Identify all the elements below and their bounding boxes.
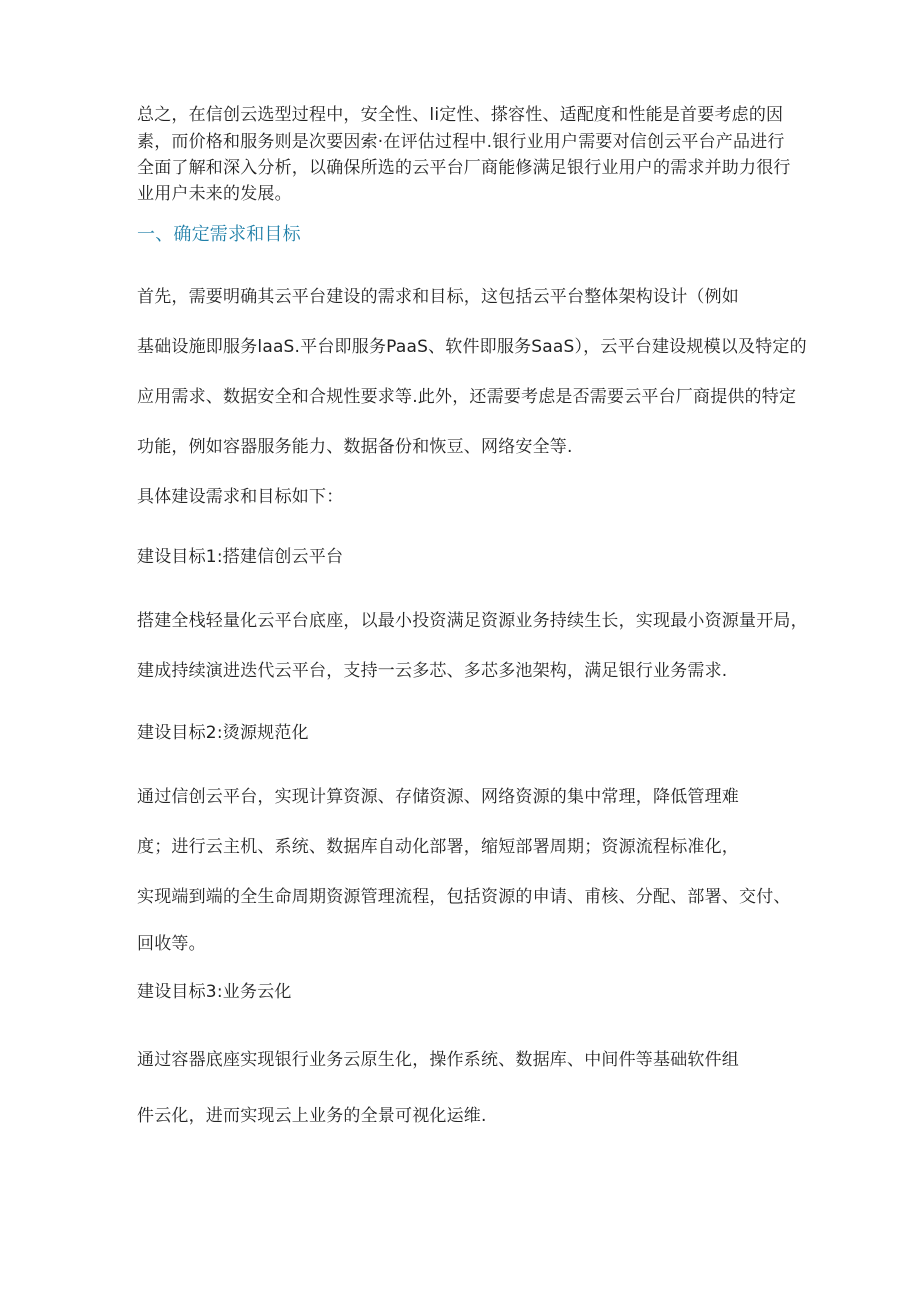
requirements-line-2: 基础设施即服务laaS.平台即服务PaaS、软件即服务SaaS），云平台建设规模以及特定的 — [137, 337, 807, 357]
requirements-line-4: 功能，例如容器服务能力、数据备份和恢豆、网络安全等. — [137, 437, 573, 457]
goal2-line-4: 回收等。 — [137, 934, 206, 954]
goal3-title: 建设目标3:业务云化 — [137, 982, 292, 1002]
goal1-title: 建设目标1:搭建信创云平台 — [137, 547, 344, 567]
section-heading: 一、确定需求和目标 — [137, 224, 301, 245]
intro-line-3: 全面了解和深入分析，以确保所选的云平台厂商能修满足银行业用户的需求并助力很行 — [137, 158, 791, 178]
intro-line-4: 业用户未来的发展。 — [137, 184, 292, 204]
goal1-line-2: 建成持续演进迭代云平台，支持一云多芯、多芯多池架构，满足银行业务需求. — [137, 661, 728, 681]
goals-intro: 具体建设需求和目标如下： — [137, 487, 344, 507]
goal2-line-2: 度；进行云主机、系统、数据库自动化部署，缩短部署周期；资源流程标准化， — [137, 837, 739, 857]
goal2-line-3: 实现端到端的全生命周期资源管理流程，包括资源的申请、甫核、分配、部署、交付、 — [137, 887, 791, 907]
goal2-line-1: 通过信创云平台，实现计算资源、存储资源、网络资源的集中常理，降低管理难 — [137, 787, 739, 807]
goal3-line-1: 通过容器底座实现银行业务云原生化，操作系统、数据库、中间件等基础软件组 — [137, 1050, 739, 1070]
requirements-line-1: 首先，需要明确其云平台建设的需求和目标，这包括云平台整体架构设计（例如 — [137, 287, 739, 307]
intro-line-2: 素，而价格和服务则是次要因索·在评估过程中.银行业用户需要对信创云平台产品进行 — [137, 132, 785, 152]
goal2-title: 建设目标2:烫源规范化 — [137, 723, 309, 743]
intro-line-1: 总之，在信创云选型过程中，安全性、li定性、搽容性、适配度和性能是首要考虑的因 — [137, 105, 784, 125]
goal1-line-1: 搭建全栈轻量化云平台底座，以最小投资满足资源业务持续生长，实现最小资源量开局， — [137, 611, 808, 631]
goal3-line-2: 件云化，进而实现云上业务的全景可视化运维. — [137, 1106, 487, 1126]
requirements-line-3: 应用需求、数据安全和合规性要求等.此外，还需要考虑是否需要云平台厂商提供的特定 — [137, 387, 797, 407]
